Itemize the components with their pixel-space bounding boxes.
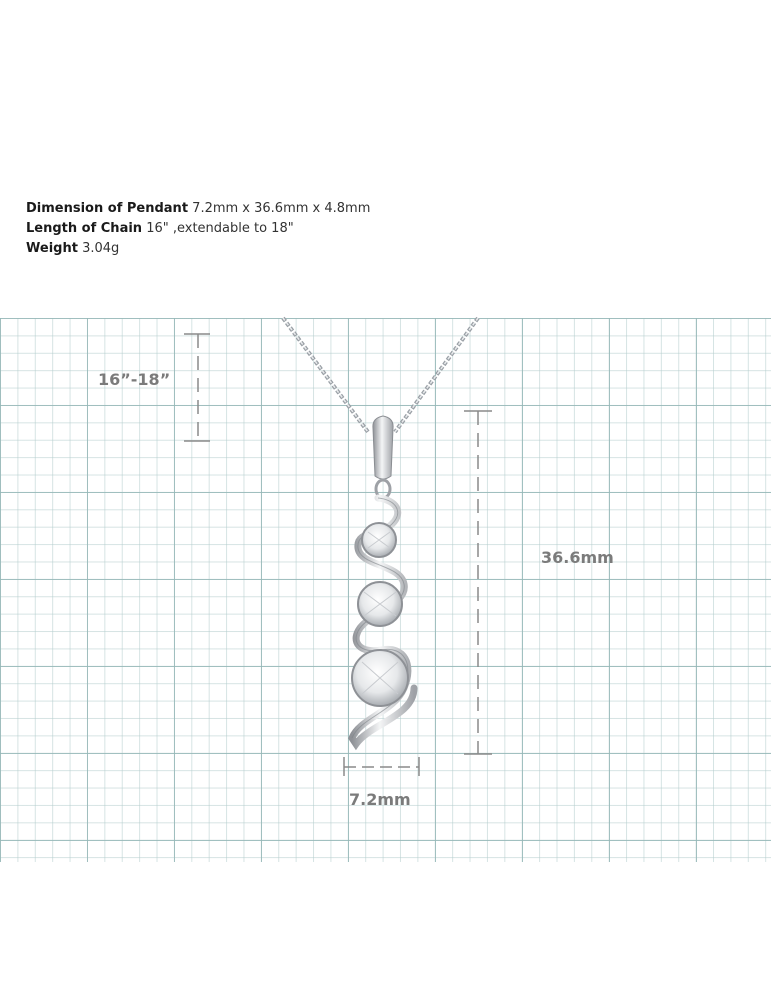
spec-chain-value: 16" ,extendable to 18" [146, 221, 294, 236]
pendant-height-label: 36.6mm [541, 548, 614, 567]
pendant-bail [373, 416, 393, 498]
spec-weight-value: 3.04g [82, 241, 120, 256]
pendant-width-label: 7.2mm [349, 790, 411, 809]
pendant-width-marker [344, 757, 419, 776]
chain-length-label: 16”-18” [98, 370, 171, 389]
spec-weight-label: Weight [26, 241, 78, 256]
spec-pendant-value: 7.2mm x 36.6mm x 4.8mm [192, 201, 371, 216]
spec-pendant-label: Dimension of Pendant [26, 201, 189, 216]
chain-length-marker [184, 334, 210, 441]
chain [283, 318, 478, 432]
pendant-height-marker [464, 411, 492, 754]
spec-chain-label: Length of Chain [26, 221, 143, 236]
